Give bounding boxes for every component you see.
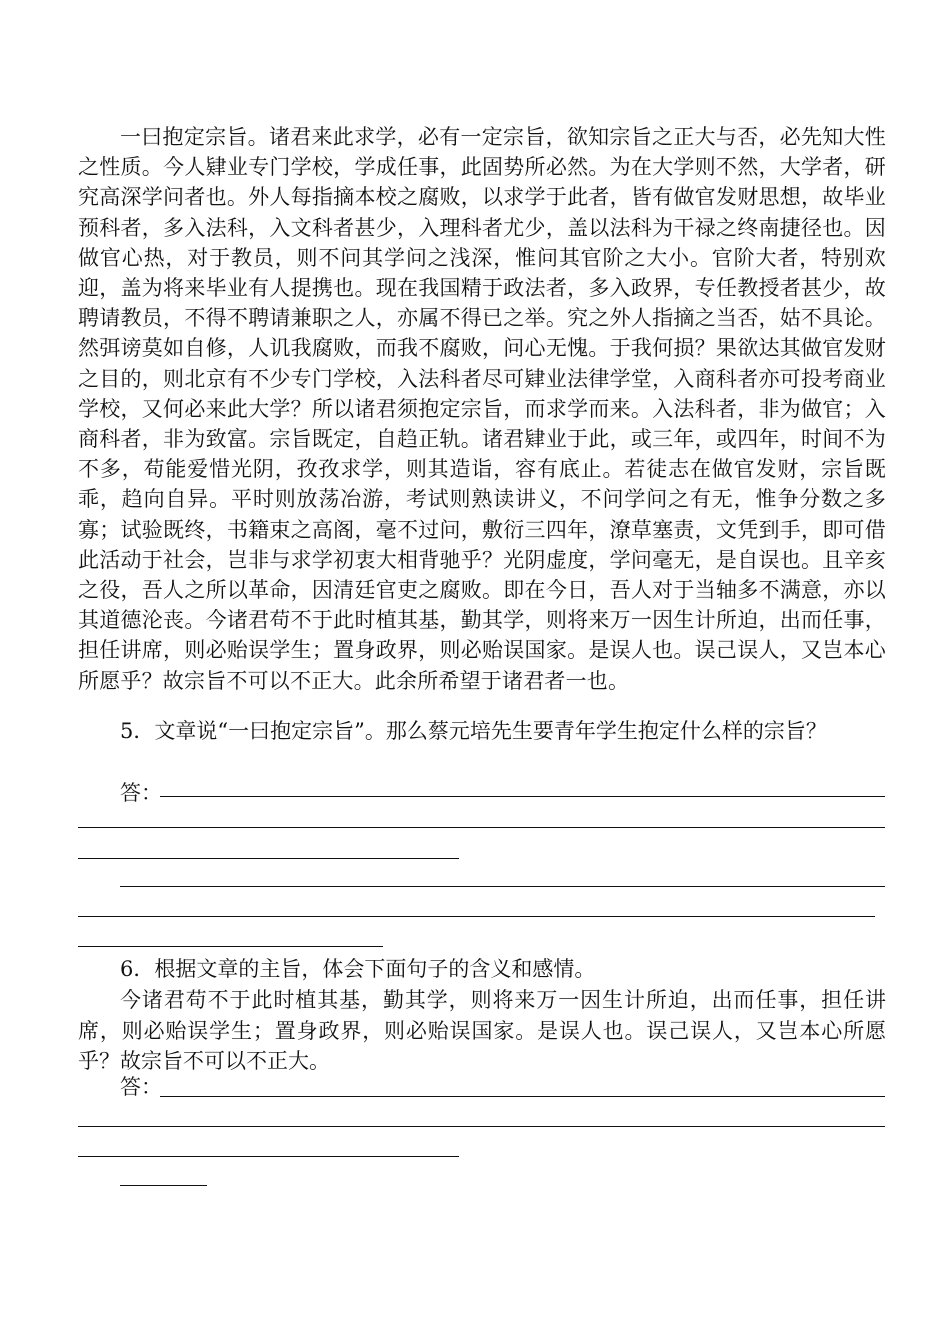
answer-line[interactable] — [78, 946, 383, 947]
question-6: 6．根据文章的主旨，体会下面句子的含义和感情。 — [120, 957, 596, 981]
answer-label-5: 答： — [120, 781, 162, 805]
answer-line[interactable] — [78, 827, 885, 828]
answer-line[interactable] — [78, 1156, 459, 1157]
quote-block — [78, 985, 886, 1077]
answer-line[interactable] — [160, 1096, 885, 1097]
quoted-sentence: 今诸君苟不于此时植其基，勤其学，则将来万一因生计所迫，出而任事，担任讲席，则必贻误学生；置身政界，则必贻误国家。是误人也。误己误人，又岂本心所愿乎？故宗旨不可以不正大。 — [78, 988, 886, 1073]
question-5: 5．文章说“一曰抱定宗旨”。那么蔡元培先生要青年学生抱定什么样的宗旨？ — [120, 719, 827, 743]
answer-label-6: 答： — [120, 1075, 162, 1099]
answer-line[interactable] — [78, 858, 459, 859]
answer-line[interactable] — [120, 886, 885, 887]
answer-line[interactable] — [120, 1185, 207, 1186]
passage-paragraph: 一曰抱定宗旨。诸君来此求学，必有一定宗旨，欲知宗旨之正大与否，必先知大性之性质。今人肄业专门学校，学成任事，此固势所必然。为在大学则不然，大学者，研究高深学问者也。外人每指摘本校之腐败，以求学于此者，皆有做官发财思想，故毕业预科者，多入法科，入文科者甚少，入理科者尤少，盖以法科为干禄之终南捷径也。因做官心热，对于教员，则不问其学问之浅深，惟问其官阶之大小。官阶大者，特别欢迎，盖为将来毕业有人提携也。现在我国精于政法者，多入政界，专任教授者甚少，故聘请教员，不得不聘请兼职之人，亦属不得已之举。究之外人指摘之当否，姑不具论。然弭谤莫如自修，人讥我腐败，而我不腐败，问心无愧。于我何损？果欲达其做官发财之目的，则北京有不少专门学校，入法科者尽可肄业法律学堂，入商科者亦可投考商业学校，又何必来此大学？所以诸君须抱定宗旨，而求学而来。入法科者，非为做官；入商科者，非为致富。宗旨既定，自趋正轨。诸君肄业于此，或三年，或四年，时间不为不多，苟能爱惜光阴，孜孜求学，则其造诣，容有底止。若徒志在做官发财，宗旨既乖，趋向自异。平时则放荡冶游，考试则熟读讲义，不问学问之有无，惟争分数之多寡；试验既终，书籍束之高阁，毫不过问，敷衍三四年，潦草塞责，文凭到手，即可借此活动于社会，岂非与求学初衷大相背驰乎？光阴虚度，学问毫无，是自误也。且辛亥之役，吾人之所以革命，因清廷官吏之腐败。即在今日，吾人对于当轴多不满意，亦以其道德沦丧。今诸君苟不于此时植其基，勤其学，则将来万一因生计所迫，出而任事，担任讲席，则必贻误学生；置身政界，则必贻误国家。是误人也。误己误人，又岂本心所愿乎？故宗旨不可以不正大。此余所希望于诸君者一也。 — [78, 125, 886, 693]
answer-line[interactable] — [78, 916, 875, 917]
passage-block — [78, 122, 886, 696]
answer-line[interactable] — [78, 1126, 885, 1127]
answer-line[interactable] — [160, 796, 885, 797]
